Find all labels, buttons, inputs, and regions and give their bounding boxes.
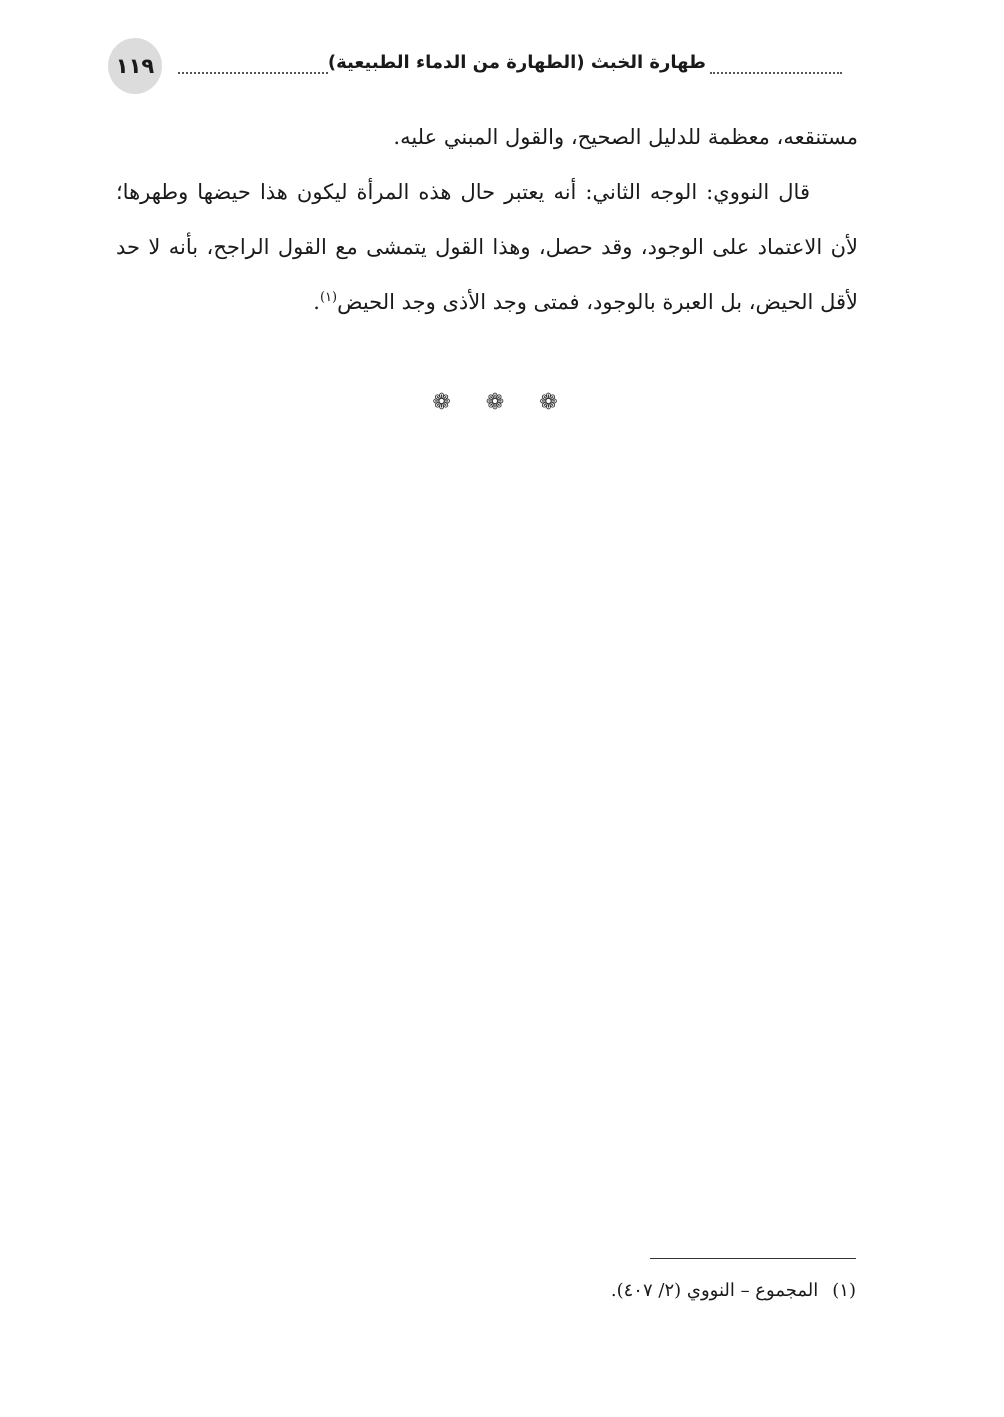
page-number: ١١٩	[108, 38, 162, 94]
footnote-marker: (١)	[832, 1280, 856, 1301]
footnote	[300, 1276, 856, 1306]
paragraph-1: مستنقعه، معظمة للدليل الصحيح، والقول المبني عليه.	[393, 125, 858, 149]
paragraph-2	[116, 165, 858, 330]
paragraph-2-text: قال النووي: الوجه الثاني: أنه يعتبر حال هذه المرأة ليكون هذا حيضها وطهرها؛ لأن الاعتماد على الوجود، وقد حصل، وهذا القول يتمشى مع القول الراجح، بأنه لا حد لأقل الحيض، بل العبرة بالوجود، فمتى وجد الأذى وجد الحيض	[116, 180, 858, 314]
footnote-text: المجموع – النووي (٢/ ٤٠٧).	[610, 1280, 819, 1301]
page-header	[108, 38, 848, 98]
footnote-reference[interactable]: (١)	[319, 290, 338, 305]
paragraph-2-end: .	[313, 290, 320, 314]
header-dotted-leader-right	[710, 72, 842, 74]
running-header-title: طهارة الخبث (الطهارة من الدماء الطبيعية)	[327, 52, 706, 73]
section-separator-ornaments: ❁ ❁ ❁	[432, 390, 572, 415]
header-dotted-leader-left	[178, 72, 328, 74]
body-text	[116, 110, 858, 330]
footnote-divider	[650, 1258, 856, 1259]
